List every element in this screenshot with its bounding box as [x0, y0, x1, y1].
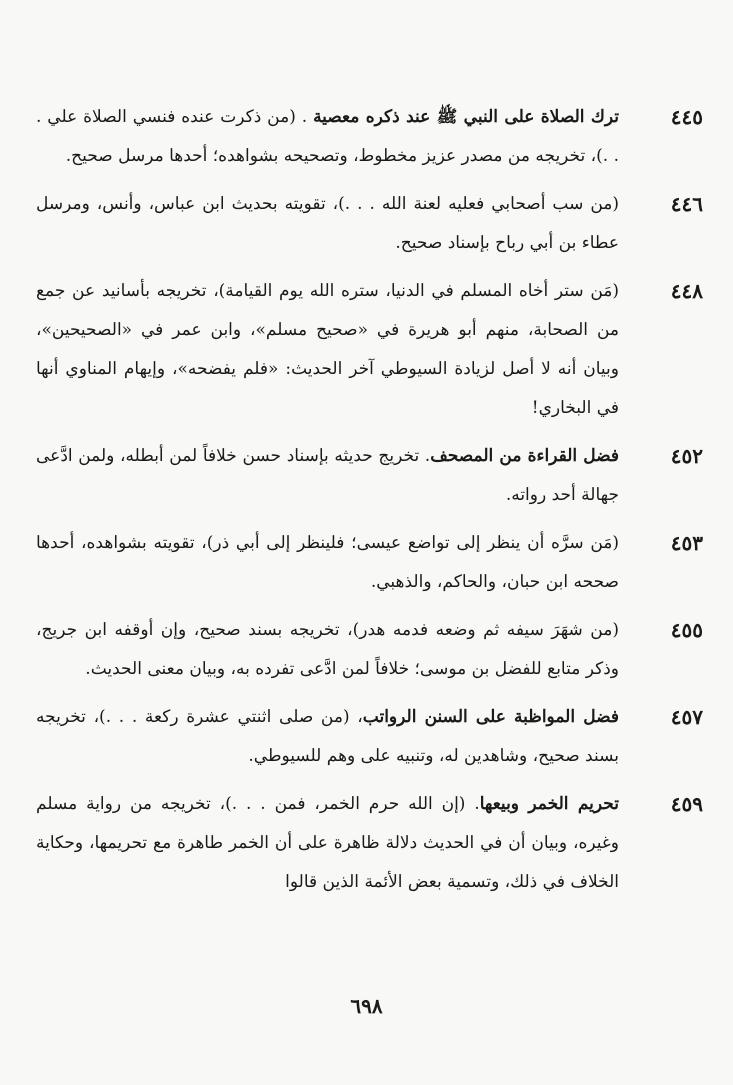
entry-number: ٤٥٣ — [670, 531, 703, 555]
entry-title: ترك الصلاة على النبي ﷺ عند ذكره معصية — [313, 107, 620, 127]
entry-body: (من سب أصحابي فعليه لعنة الله . . .)، تقويته بحديث ابن عباس، وأنس، ومرسل عطاء بن أبي رباح بإسناد صحيح. — [36, 194, 619, 253]
entry-text — [36, 185, 619, 263]
entry-446 — [36, 185, 703, 263]
entry-text — [36, 785, 619, 902]
entry-number: ٤٤٥ — [670, 105, 703, 129]
entry-body: . تخريج حديثه بإسناد حسن خلافاً لمن أبطله، ولمن ادَّعى جهالة أحد رواته. — [36, 446, 619, 505]
entry-body: (من شهَرَ سيفه ثم وضعه فدمه هدر)، تخريجه بسند صحيح، وإن أوقفه ابن جريج، وذكر متابع للفضل بن موسى؛ خلافاً لمن ادَّعى تفرده به، وبيان معنى الحديث. — [36, 620, 619, 679]
page-number: ٦٩٨ — [350, 994, 383, 1018]
entry-text — [36, 437, 619, 515]
entry-body: . (من ذكرت عنده فنسي الصلاة علي . . .)، تخريجه من مصدر عزيز مخطوط، وتصحيحه بشواهده؛ أحدها مرسل صحيح. — [36, 107, 619, 166]
entry-number: ٤٥٧ — [670, 705, 703, 729]
entry-body: (مَن سرَّه أن ينظر إلى تواضع عيسى؛ فلينظر إلى أبي ذر)، تقويته بشواهده، أحدها صححه ابن حبان، والحاكم، والذهبي. — [36, 533, 619, 592]
entry-body: ، (من صلى اثنتي عشرة ركعة . . .)، تخريجه بسند صحيح، وشاهدين له، وتنبيه على وهم للسيوطي. — [36, 707, 619, 766]
entry-text — [36, 611, 619, 689]
entry-body: . (إن الله حرم الخمر، فمن . . .)، تخريجه من رواية مسلم وغيره، وبيان أن في الحديث دلالة ظاهرة على أن الخمر طاهرة مع تحريمها، وحكاية الخلاف في ذلك، وتسمية بعض الأئمة الذين قالوا — [36, 794, 619, 892]
entry-455 — [36, 611, 703, 689]
entry-number: ٤٥٥ — [670, 618, 703, 642]
entry-title: تحريم الخمر وبيعها — [479, 794, 619, 814]
entry-number: ٤٤٦ — [670, 192, 703, 216]
entry-448 — [36, 272, 703, 428]
entry-text — [36, 98, 619, 176]
entry-452 — [36, 437, 703, 515]
entry-list — [36, 98, 703, 911]
entry-body: (مَن ستر أخاه المسلم في الدنيا، ستره الله يوم القيامة)، تخريجه بأسانيد عن جمع من الصحابة، منهم أبو هريرة في «صحيح مسلم»، وابن عمر في «الصحيحين»، وبيان أنه لا أصل لزيادة السيوطي آخر الحديث: «فلم يفضحه»، وإيهام المناوي أنها في البخاري! — [36, 281, 619, 418]
entry-number: ٤٥٢ — [670, 444, 703, 468]
entry-number: ٤٥٩ — [670, 792, 703, 816]
entry-text — [36, 524, 619, 602]
entry-457 — [36, 698, 703, 776]
entry-453 — [36, 524, 703, 602]
entry-number: ٤٤٨ — [670, 279, 703, 303]
entry-text — [36, 698, 619, 776]
entry-459 — [36, 785, 703, 902]
entry-text — [36, 272, 619, 428]
entry-445 — [36, 98, 703, 176]
entry-title: فضل القراءة من المصحف — [430, 446, 619, 466]
entry-title: فضل المواظبة على السنن الرواتب — [362, 707, 619, 727]
